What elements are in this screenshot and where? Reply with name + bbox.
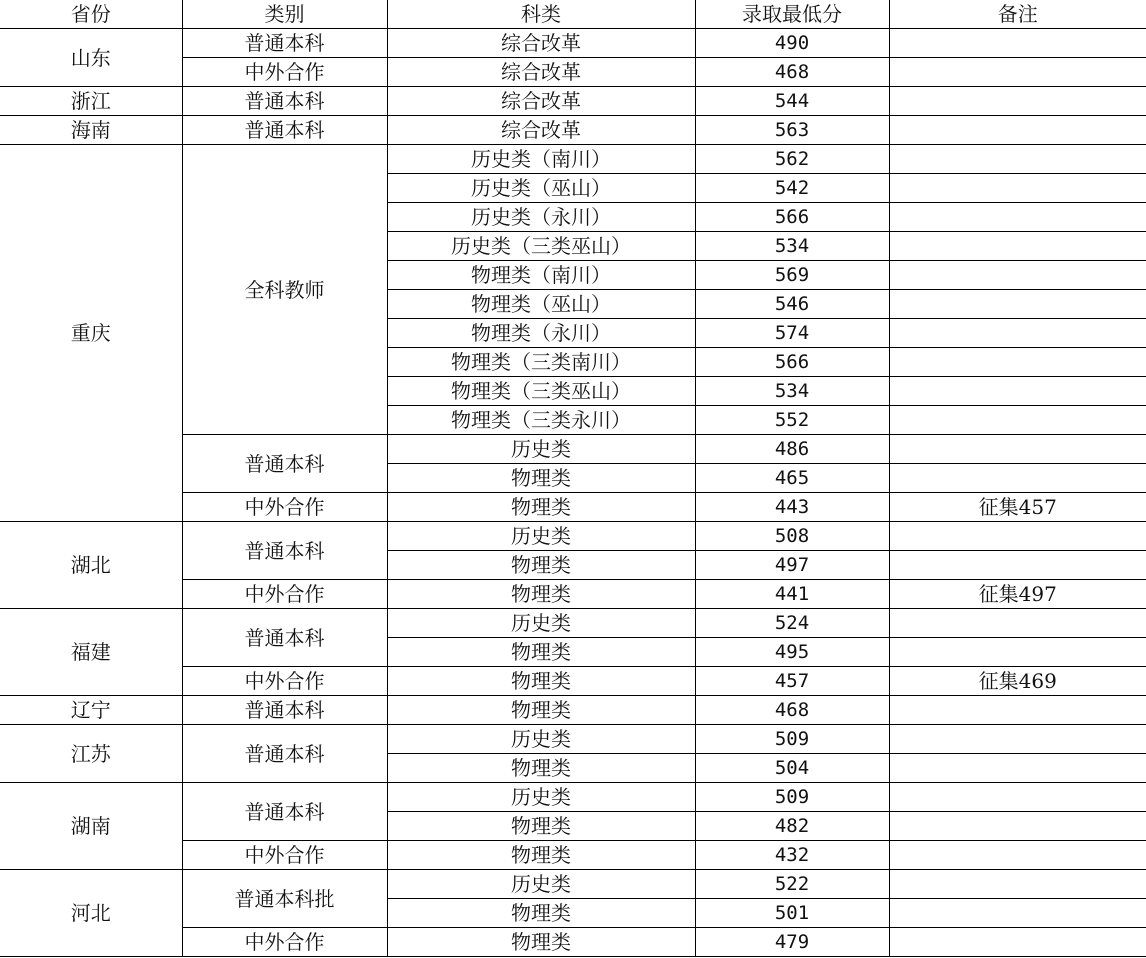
note-cell [889, 29, 1146, 58]
category-cell: 中外合作 [182, 58, 387, 87]
min-score-cell: 563 [695, 116, 889, 145]
subject-cell: 物理类 [387, 928, 695, 957]
subject-cell: 历史类 [387, 783, 695, 812]
note-cell [889, 754, 1146, 783]
table-row [0, 87, 1146, 116]
category-cell: 普通本科 [182, 609, 387, 667]
subject-cell: 综合改革 [387, 87, 695, 116]
min-score-cell: 544 [695, 87, 889, 116]
note-cell [889, 377, 1146, 406]
min-score-cell: 509 [695, 783, 889, 812]
province-cell: 河北 [0, 870, 182, 957]
note-cell [889, 232, 1146, 261]
min-score-cell: 542 [695, 174, 889, 203]
subject-cell: 物理类 [387, 812, 695, 841]
subject-cell: 物理类（永川） [387, 319, 695, 348]
note-cell [889, 348, 1146, 377]
subject-cell: 历史类 [387, 609, 695, 638]
province-cell: 江苏 [0, 725, 182, 783]
note-cell [889, 406, 1146, 435]
min-score-cell: 468 [695, 58, 889, 87]
subject-cell: 物理类（南川） [387, 261, 695, 290]
subject-cell: 物理类（三类永川） [387, 406, 695, 435]
province-cell: 浙江 [0, 87, 182, 116]
min-score-cell: 432 [695, 841, 889, 870]
note-cell [889, 551, 1146, 580]
category-cell: 普通本科批 [182, 870, 387, 928]
note-cell: 征集457 [889, 493, 1146, 522]
header-province: 省份 [0, 0, 182, 29]
table-row [0, 522, 1146, 551]
subject-cell: 物理类 [387, 754, 695, 783]
min-score-cell: 490 [695, 29, 889, 58]
table-row [0, 725, 1146, 754]
table-row [0, 145, 1146, 174]
note-cell [889, 203, 1146, 232]
province-cell: 海南 [0, 116, 182, 145]
header-subject: 科类 [387, 0, 695, 29]
min-score-cell: 534 [695, 377, 889, 406]
category-cell: 普通本科 [182, 522, 387, 580]
table-row [0, 696, 1146, 725]
subject-cell: 物理类（巫山） [387, 290, 695, 319]
min-score-cell: 501 [695, 899, 889, 928]
min-score-cell: 562 [695, 145, 889, 174]
table-row [0, 783, 1146, 812]
subject-cell: 历史类（巫山） [387, 174, 695, 203]
min-score-cell: 574 [695, 319, 889, 348]
note-cell [889, 435, 1146, 464]
note-cell [889, 522, 1146, 551]
subject-cell: 物理类（三类巫山） [387, 377, 695, 406]
subject-cell: 物理类 [387, 899, 695, 928]
min-score-cell: 546 [695, 290, 889, 319]
note-cell [889, 725, 1146, 754]
table-row [0, 29, 1146, 58]
note-cell [889, 319, 1146, 348]
category-cell: 普通本科 [182, 435, 387, 493]
header-note: 备注 [889, 0, 1146, 29]
min-score-cell: 457 [695, 667, 889, 696]
subject-cell: 历史类（永川） [387, 203, 695, 232]
subject-cell: 物理类 [387, 580, 695, 609]
note-cell [889, 899, 1146, 928]
min-score-cell: 441 [695, 580, 889, 609]
note-cell [889, 87, 1146, 116]
subject-cell: 物理类 [387, 464, 695, 493]
note-cell [889, 638, 1146, 667]
category-cell: 普通本科 [182, 783, 387, 841]
min-score-cell: 522 [695, 870, 889, 899]
province-cell: 山东 [0, 29, 182, 87]
category-cell: 普通本科 [182, 116, 387, 145]
note-cell [889, 841, 1146, 870]
note-cell [889, 870, 1146, 899]
min-score-cell: 569 [695, 261, 889, 290]
note-cell [889, 609, 1146, 638]
category-cell: 全科教师 [182, 145, 387, 435]
note-cell [889, 116, 1146, 145]
category-cell: 普通本科 [182, 696, 387, 725]
category-cell: 中外合作 [182, 841, 387, 870]
subject-cell: 历史类 [387, 435, 695, 464]
header-category: 类别 [182, 0, 387, 29]
category-cell: 普通本科 [182, 725, 387, 783]
min-score-cell: 465 [695, 464, 889, 493]
note-cell [889, 145, 1146, 174]
min-score-cell: 534 [695, 232, 889, 261]
subject-cell: 物理类 [387, 638, 695, 667]
note-cell [889, 812, 1146, 841]
note-cell [889, 783, 1146, 812]
category-cell: 中外合作 [182, 928, 387, 957]
min-score-cell: 497 [695, 551, 889, 580]
subject-cell: 综合改革 [387, 58, 695, 87]
note-cell: 征集497 [889, 580, 1146, 609]
province-cell: 重庆 [0, 145, 182, 522]
subject-cell: 物理类 [387, 493, 695, 522]
min-score-cell: 524 [695, 609, 889, 638]
table-row [0, 609, 1146, 638]
table-body [0, 29, 1146, 957]
category-cell: 普通本科 [182, 29, 387, 58]
min-score-cell: 468 [695, 696, 889, 725]
subject-cell: 物理类（三类南川） [387, 348, 695, 377]
min-score-cell: 486 [695, 435, 889, 464]
category-cell: 普通本科 [182, 87, 387, 116]
subject-cell: 物理类 [387, 667, 695, 696]
note-cell [889, 290, 1146, 319]
subject-cell: 历史类 [387, 870, 695, 899]
subject-cell: 历史类（南川） [387, 145, 695, 174]
subject-cell: 历史类（三类巫山） [387, 232, 695, 261]
subject-cell: 历史类 [387, 725, 695, 754]
subject-cell: 物理类 [387, 841, 695, 870]
min-score-cell: 482 [695, 812, 889, 841]
subject-cell: 历史类 [387, 522, 695, 551]
min-score-cell: 566 [695, 348, 889, 377]
min-score-cell: 504 [695, 754, 889, 783]
subject-cell: 综合改革 [387, 29, 695, 58]
min-score-cell: 495 [695, 638, 889, 667]
province-cell: 湖北 [0, 522, 182, 609]
subject-cell: 物理类 [387, 551, 695, 580]
note-cell [889, 464, 1146, 493]
province-cell: 湖南 [0, 783, 182, 870]
min-score-cell: 566 [695, 203, 889, 232]
note-cell [889, 174, 1146, 203]
min-score-cell: 552 [695, 406, 889, 435]
note-cell: 征集469 [889, 667, 1146, 696]
subject-cell: 综合改革 [387, 116, 695, 145]
note-cell [889, 261, 1146, 290]
province-cell: 福建 [0, 609, 182, 696]
min-score-cell: 508 [695, 522, 889, 551]
category-cell: 中外合作 [182, 493, 387, 522]
header-row [0, 0, 1146, 29]
category-cell: 中外合作 [182, 667, 387, 696]
table-row [0, 116, 1146, 145]
subject-cell: 物理类 [387, 696, 695, 725]
province-cell: 辽宁 [0, 696, 182, 725]
note-cell [889, 696, 1146, 725]
min-score-cell: 479 [695, 928, 889, 957]
min-score-cell: 443 [695, 493, 889, 522]
min-score-cell: 509 [695, 725, 889, 754]
note-cell [889, 928, 1146, 957]
header-min-score: 录取最低分 [695, 0, 889, 29]
category-cell: 中外合作 [182, 580, 387, 609]
table-row [0, 870, 1146, 899]
note-cell [889, 58, 1146, 87]
